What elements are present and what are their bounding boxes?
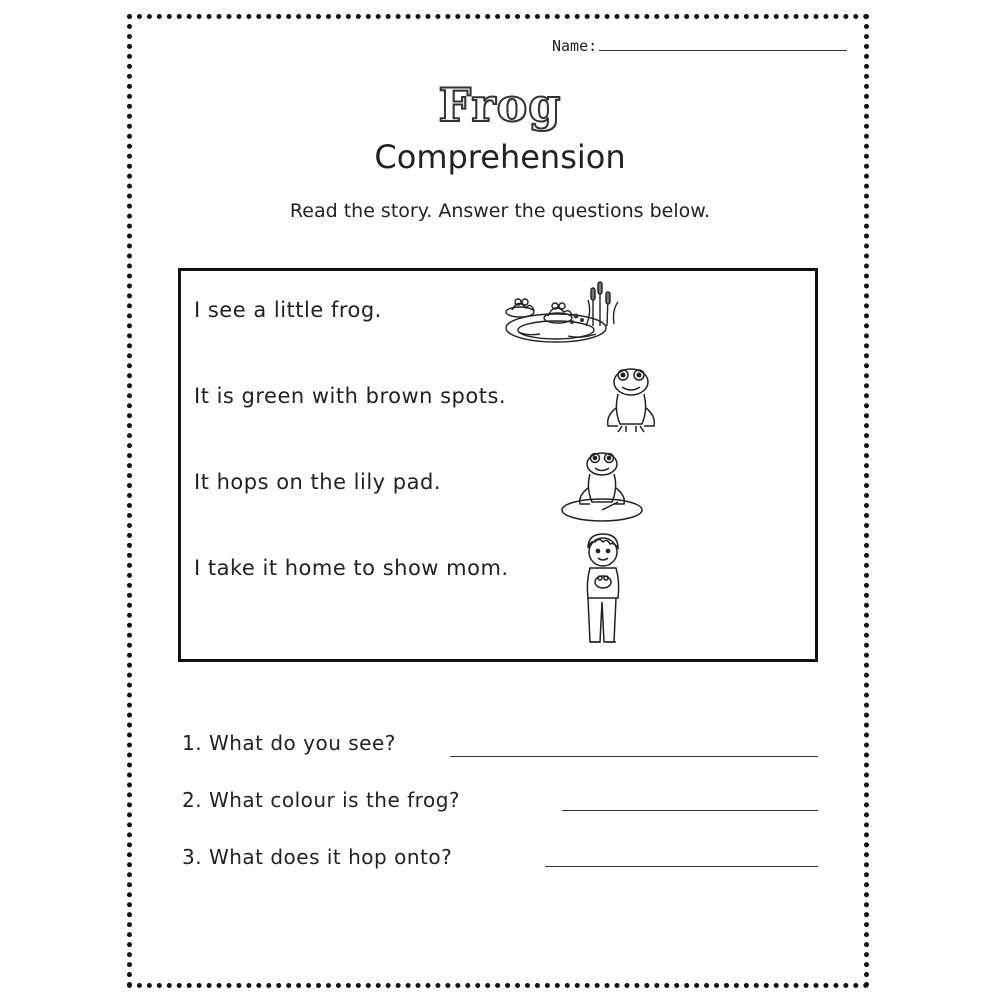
story-line-1: I see a little frog. bbox=[194, 298, 382, 322]
name-field[interactable] bbox=[552, 36, 847, 55]
answer-line-2[interactable] bbox=[562, 810, 818, 811]
frogs-in-pond-icon bbox=[498, 278, 622, 350]
story-line-4: I take it home to show mom. bbox=[194, 556, 509, 580]
story-line-3: It hops on the lily pad. bbox=[194, 470, 441, 494]
question-3: 3. What does it hop onto? bbox=[182, 845, 453, 869]
worksheet-title: Frog bbox=[438, 78, 562, 132]
name-blank-line[interactable] bbox=[599, 36, 847, 51]
frog-on-lily-pad-icon bbox=[558, 448, 646, 526]
question-1: 1. What do you see? bbox=[182, 731, 396, 755]
instructions-text: Read the story. Answer the questions below. bbox=[289, 200, 711, 222]
name-label: Name: bbox=[552, 37, 598, 55]
worksheet-subtitle: Comprehension bbox=[374, 138, 626, 176]
answer-line-1[interactable] bbox=[450, 756, 818, 757]
answer-line-3[interactable] bbox=[545, 866, 818, 867]
story-line-2: It is green with brown spots. bbox=[194, 384, 507, 408]
question-2: 2. What colour is the frog? bbox=[182, 788, 461, 812]
boy-holding-frog-icon bbox=[576, 530, 630, 648]
sitting-frog-icon bbox=[600, 364, 662, 436]
